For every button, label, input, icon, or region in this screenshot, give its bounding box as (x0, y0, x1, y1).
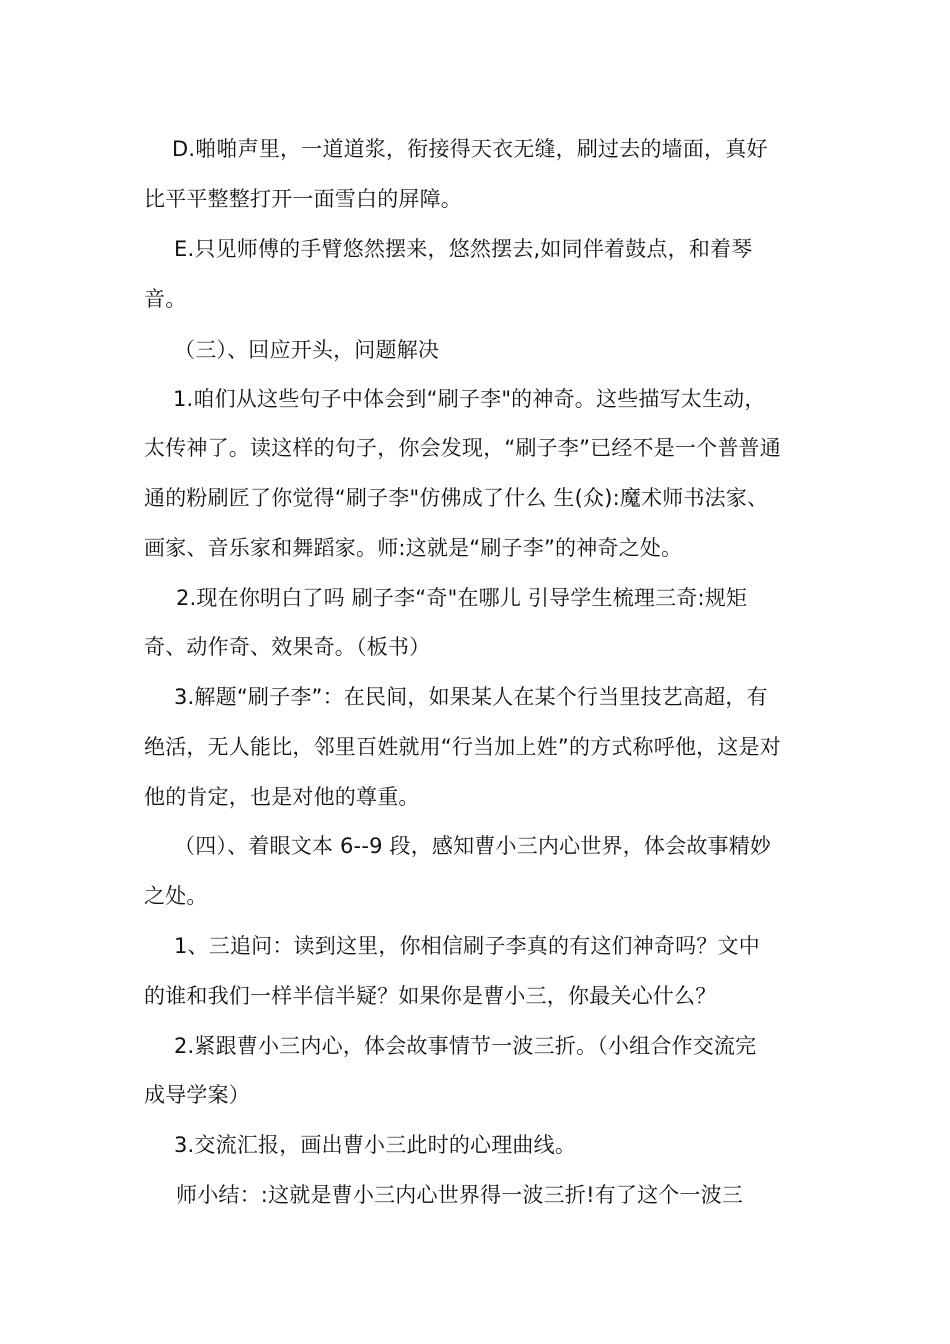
text-line: 他的肯定，也是对他的尊重。 (144, 785, 420, 809)
text-line: 奇、动作奇、效果奇。（板书） (144, 635, 431, 659)
text-line: 2.紧跟曹小三内心，体会故事情节一波三折。（小组合作交流完 (174, 1034, 757, 1058)
text-line: 绝活，无人能比，邻里百姓就用“行当加上姓”的方式称呼他，这是对 (144, 735, 781, 759)
text-line: D.啪啪声里，一道道浆，衔接得天衣无缝，刷过去的墙面，真好 (172, 137, 768, 161)
text-line: 师小结：:这就是曹小三内心世界得一波三折!有了这个一波三 (176, 1183, 744, 1207)
text-line: 3.解题“刷子李”：在民间，如果某人在某个行当里技艺高超，有 (174, 685, 768, 709)
text-line: 画家、音乐家和舞蹈家。师:这就是“刷子李”的神奇之处。 (144, 536, 683, 560)
text-line: 太传神了。读这样的句子，你会发现，“刷子李”已经不是一个普普通 (144, 436, 781, 460)
text-line: 2.现在你明白了吗 刷子李“奇"在哪儿 引导学生梳理三奇:规矩 (176, 586, 748, 610)
text-line: 音。 (144, 287, 187, 311)
text-line: 3.交流汇报，画出曹小三此时的心理曲线。 (174, 1133, 577, 1157)
text-line: 1.咱们从这些句子中体会到“刷子李"的神奇。这些描写太生动， (173, 387, 766, 411)
text-line: 1、三追问：读到这里，你相信刷子李真的有这们神奇吗？文中 (174, 934, 760, 958)
text-line: 之处。 (144, 884, 208, 908)
text-line: 通的粉刷匠了你觉得“刷子李"仿佛成了什么 生(众):魔术师书法家、 (144, 486, 769, 510)
text-line: 成导学案） (144, 1083, 250, 1107)
section-heading: （四）、着眼文本 6--9 段，感知曹小三内心世界，体会故事精妙 (174, 834, 772, 858)
text-line: 的谁和我们一样半信半疑？如果你是曹小三，你最关心什么？ (144, 984, 717, 1008)
text-line: 比平平整整打开一面雪白的屏障。 (144, 187, 462, 211)
text-line: E.只见师傅的手臂悠然摆来，悠然摆去,如同伴着鼓点，和着琴 (174, 237, 753, 261)
section-heading: （三）、回应开头，问题解决 (174, 338, 440, 362)
